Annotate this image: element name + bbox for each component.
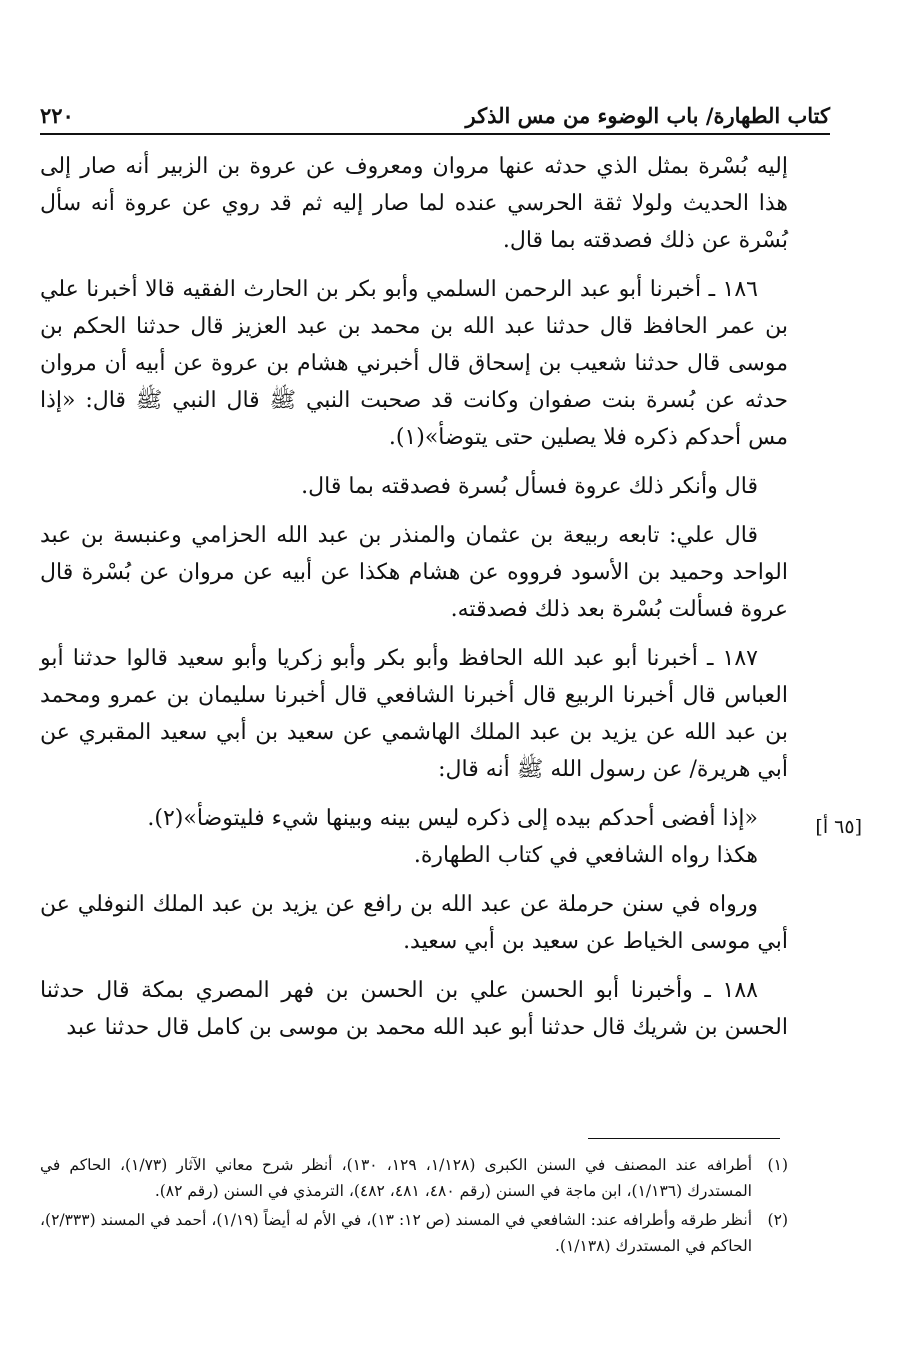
paragraph: قال علي: تابعه ربيعة بن عثمان والمنذر بن عبد الله الحزامي وعنبسة بن عبد الواحد وحميد بن الأسود فرووه عن هشام هكذا عن أبيه عن مروان عن بُسْرة قال عروة فسألت بُسْرة بعد ذلك فصدقته. (40, 523, 788, 622)
hadith-quote: «إذا أفضى أحدكم بيده إلى ذكره ليس بينه وبينها شيء فليتوضأ»(٢). (147, 806, 758, 831)
footnote-text: أطرافه عند المصنف في السنن الكبرى (١/١٢٨، ١٢٩، ١٣٠)، أنظر شرح معاني الآثار (١/٧٣)، الحاكم في المستدرك (١/١٣٦)، ابن ماجة في السنن (رقم ٤٨٠، ٤٨١، ٤٨٢)، الترمذي في السنن (رقم ٨٢). (40, 1156, 753, 1200)
margin-folio-note: [٦٥ أ] (815, 816, 862, 838)
paragraph: قال وأنكر ذلك عروة فسأل بُسرة فصدقته بما قال. (301, 474, 758, 499)
paragraph-hadith-186: ١٨٦ ـ أخبرنا أبو عبد الرحمن السلمي وأبو بكر بن الحارث الفقيه قالا أخبرنا علي بن عمر الحافظ قال حدثنا عبد الله بن محمد بن عبد العزيز قال حدثنا الحكم بن موسى قال حدثنا شعيب بن إسحاق قال أخبرني هشام بن عروة عن أبيه أن مروان حدثه عن بُسرة بنت صفوان وكانت قد صحبت النبي ﷺ قال النبي ﷺ قال: «إذا مس أحدكم ذكره فلا يصلين حتى يتوضأ»(١). (40, 277, 788, 450)
paragraph-hadith-187: ١٨٧ ـ أخبرنا أبو عبد الله الحافظ وأبو بكر وأبو زكريا وأبو سعيد قالوا حدثنا أبو العباس قال أخبرنا الربيع قال أخبرنا الشافعي قال أخبرنا سليمان بن عمرو ومحمد بن عبد الله عن يزيد بن عبد الملك الهاشمي عن سعيد بن أبي سعيد المقبري عن أبي هريرة/ عن رسول الله ﷺ أنه قال: (40, 646, 788, 782)
footnote (40, 1207, 788, 1259)
page-header (40, 92, 830, 128)
paragraph: إليه بُسْرة بمثل الذي حدثه عنها مروان ومعروف عن عروة بن الزبير أنه صار إلى هذا الحديث ولولا ثقة الحرسي عنده لما صار إليه ثم قد روي عن عروة أنه سأل بُسْرة عن ذلك فصدقته بما قال. (40, 154, 788, 253)
paragraph-hadith-188: ١٨٨ ـ وأخبرنا أبو الحسن علي بن الحسن بن فهر المصري بمكة قال حدثنا الحسن بن شريك قال حدثنا أبو عبد الله محمد بن موسى بن كامل قال حدثنا عبد (40, 978, 788, 1040)
footnote-number: (١) (767, 1156, 788, 1174)
page-number: ٢٢٠ (40, 103, 74, 128)
footnote-text: أنظر طرقه وأطرافه عند: الشافعي في المسند (ص ١٢: ١٣)، في الأم له أيضاً (١/١٩)، أحمد في المسند (٢/٣٣٣)، الحاكم في المستدرك (١/١٣٨). (40, 1211, 752, 1255)
header-rule (40, 133, 830, 135)
main-text (40, 148, 788, 1058)
paragraph: هكذا رواه الشافعي في كتاب الطهارة. (413, 843, 758, 868)
footnotes (40, 1152, 788, 1262)
running-title: كتاب الطهارة/ باب الوضوء من مس الذكر (465, 103, 830, 128)
paragraph: ورواه في سنن حرملة عن عبد الله بن رافع عن يزيد بن عبد الملك النوفلي عن أبي موسى الخياط عن سعيد بن أبي سعيد. (40, 892, 788, 954)
footnote (40, 1152, 788, 1204)
footnote-rule (588, 1138, 780, 1139)
footnote-number: (٢) (767, 1211, 788, 1229)
